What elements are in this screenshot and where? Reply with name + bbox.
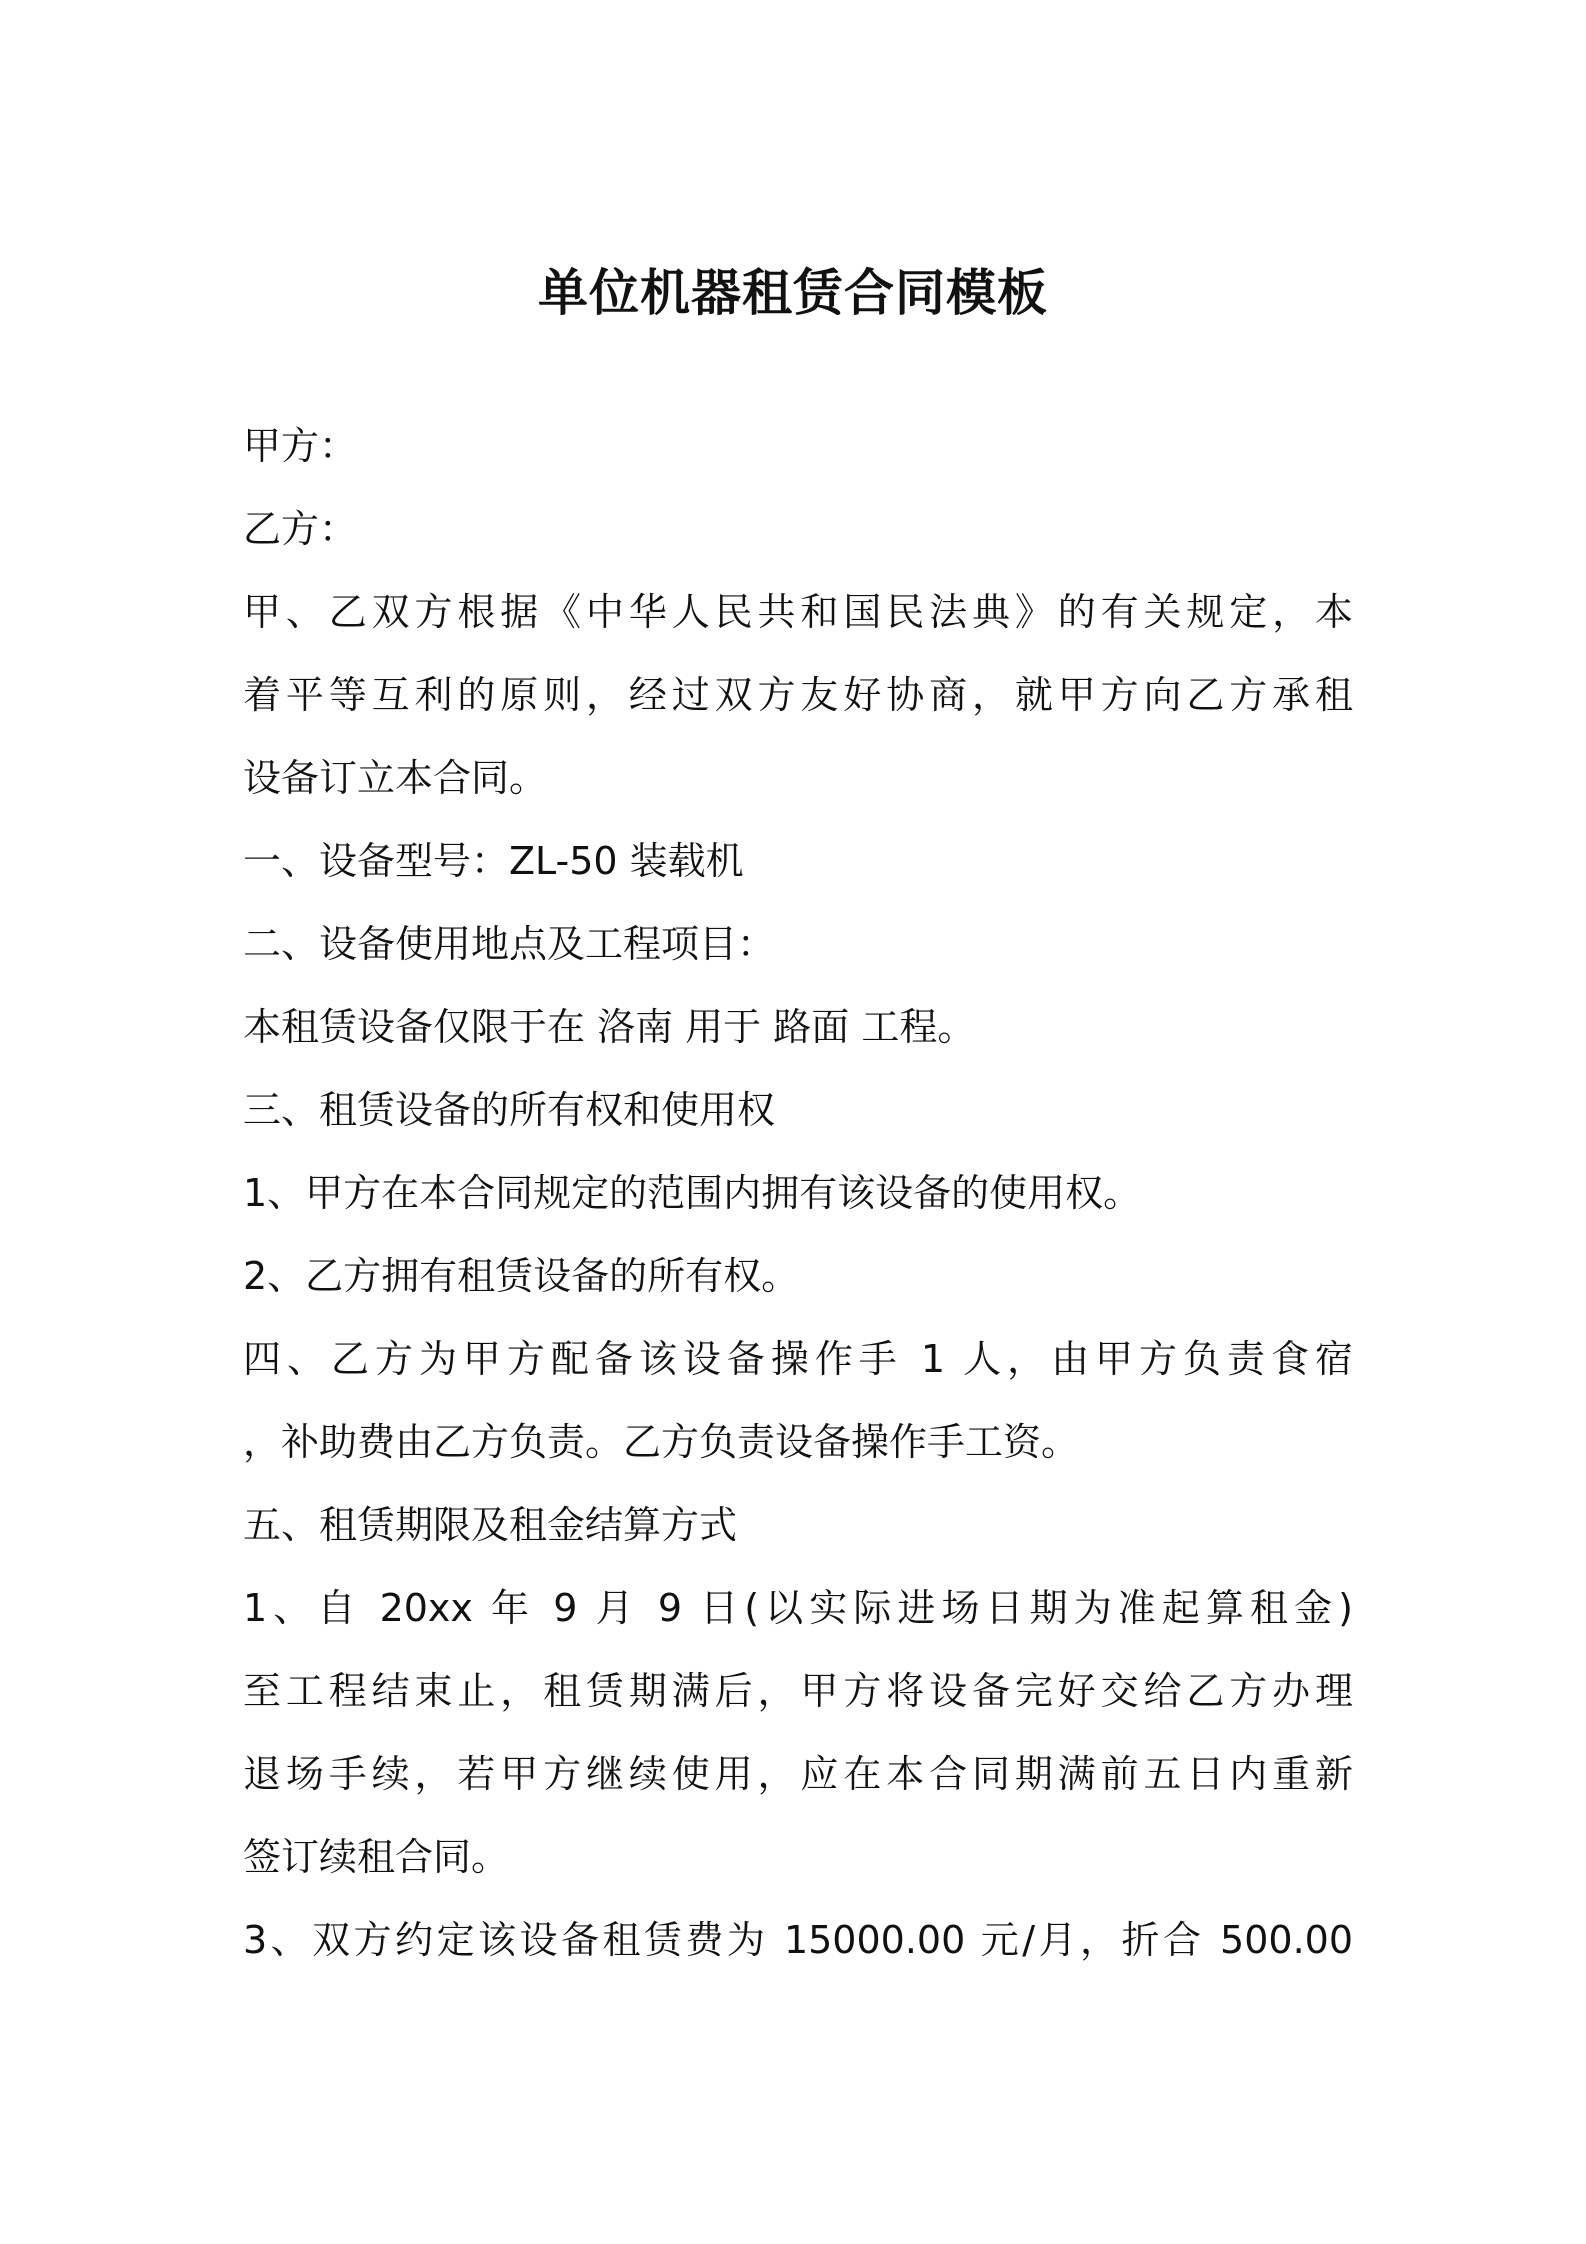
party-a-line: 甲方： (243, 424, 358, 468)
section-5-item-1-line-1: 1、自 20xx 年 9 月 9 日(以实际进场日期为准起算租金) (243, 1586, 1353, 1630)
preamble-line-1: 甲、乙双方根据《中华人民共和国民法典》的有关规定，本 (243, 590, 1353, 634)
section-5-item-1-line-3: 退场手续，若甲方继续使用，应在本合同期满前五日内重新 (243, 1752, 1353, 1796)
section-5-item-3-line-1: 3、双方约定该设备租赁费为 15000.00 元/月，折合 500.00 (243, 1918, 1353, 1962)
section-5-item-1-line-2: 至工程结束止，租赁期满后，甲方将设备完好交给乙方办理 (243, 1669, 1353, 1713)
section-1-equipment-model: 一、设备型号：ZL-50 装载机 (243, 839, 744, 883)
document-title: 单位机器租赁合同模板 (538, 264, 1048, 322)
party-b-line: 乙方： (243, 507, 358, 551)
section-2-heading: 二、设备使用地点及工程项目： (243, 922, 776, 966)
preamble-line-2: 着平等互利的原则，经过双方友好协商，就甲方向乙方承租 (243, 673, 1353, 717)
section-4-line-1: 四、乙方为甲方配备该设备操作手 1 人，由甲方负责食宿 (243, 1337, 1353, 1381)
section-2-location: 本租赁设备仅限于在 洛南 用于 路面 工程。 (243, 1005, 976, 1049)
section-3-heading: 三、租赁设备的所有权和使用权 (243, 1088, 776, 1132)
section-5-item-1-line-4: 签订续租合同。 (243, 1835, 510, 1879)
section-3-item-1: 1、甲方在本合同规定的范围内拥有该设备的使用权。 (243, 1171, 1142, 1215)
section-5-heading: 五、租赁期限及租金结算方式 (243, 1503, 738, 1547)
preamble-line-3: 设备订立本合同。 (243, 756, 548, 800)
document-body (243, 405, 1353, 1982)
section-4-line-2: ，补助费由乙方负责。乙方负责设备操作手工资。 (243, 1420, 1080, 1464)
section-3-item-2: 2、乙方拥有租赁设备的所有权。 (243, 1254, 800, 1298)
